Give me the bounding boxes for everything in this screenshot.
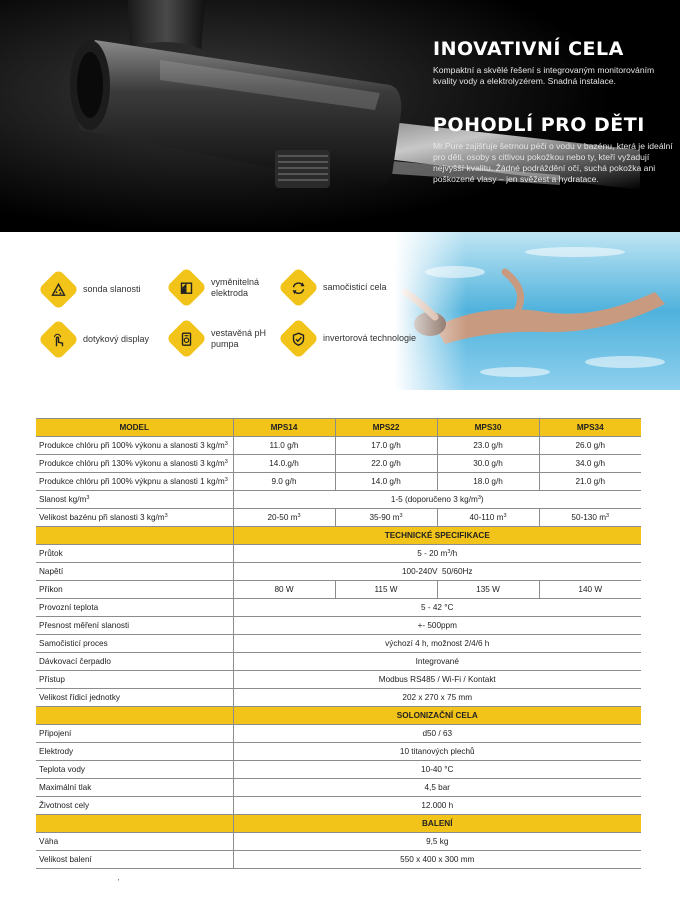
table-row [36, 851, 641, 869]
table-row [36, 563, 641, 581]
electrode-icon [179, 280, 195, 296]
cell-value: 550 x 400 x 300 mm [233, 851, 641, 869]
row-label: Produkce chlóru při 130% výkonu a slanosti 3 kg/m [39, 459, 225, 468]
row-label: Slanost kg/m [39, 495, 87, 504]
row-label: Připojení [36, 725, 233, 743]
table-row [36, 833, 641, 851]
touch-display-icon [51, 332, 67, 348]
cell-value: 30.0 g/h [437, 455, 539, 473]
feature-electrode [172, 273, 259, 302]
row-label: Přístup [36, 671, 233, 689]
feature-label: vyměnitelná elektroda [211, 276, 260, 298]
feature-self-cleaning [284, 273, 387, 302]
table-row [36, 581, 641, 599]
cell-value: 10 titanových plechů [233, 743, 641, 761]
table-row [36, 797, 641, 815]
section-row-technical [36, 527, 641, 545]
row-label: Teplota vody [36, 761, 233, 779]
row-label: Produkce chlóru při 100% výkpnu a slanosti 1 kg/m [39, 477, 225, 486]
row-label: Samočisticí proces [36, 635, 233, 653]
cell-value: 80 W [233, 581, 335, 599]
hero-banner [0, 0, 680, 232]
column-header: MODEL [36, 419, 233, 437]
row-label: Maximální tlak [36, 779, 233, 797]
feature-label: invertorová technologie [323, 333, 417, 343]
row-label: Elektrody [36, 743, 233, 761]
cell-value: 1-5 (doporučeno 3 kg/m [390, 495, 478, 504]
cell-value: 100-240V 50/60Hz [233, 563, 641, 581]
cell-value: 50-130 m [571, 513, 607, 522]
cell-value: 17.0 g/h [335, 437, 437, 455]
footer-mark: ' [118, 879, 120, 886]
cell-value: 34.0 g/h [539, 455, 641, 473]
column-header: MPS34 [539, 419, 641, 437]
section-title: BALENÍ [233, 815, 641, 833]
table-row [36, 743, 641, 761]
table-row: Produkce chlóru při 100% výkpnu a slanosti 1 $kg/m^3$ 9.0 g/h 14.0 g/h 18.0 g/h 21.0 g/h [36, 473, 641, 491]
column-header: MPS14 [233, 419, 335, 437]
cell-value: 135 W [437, 581, 539, 599]
table-row [36, 599, 641, 617]
feature-label: dotykový display [83, 334, 150, 344]
feature-section [0, 232, 680, 400]
feature-label: samočisticí cela [323, 282, 387, 292]
row-label: Velikost bazénu při slanosti 3 kg/m [39, 513, 165, 522]
cell-value: 20-50 m [267, 513, 298, 522]
cell-value: 21.0 g/h [539, 473, 641, 491]
section-title: TECHNICKÉ SPECIFIKACE [233, 527, 641, 545]
cell-value: d50 / 63 [233, 725, 641, 743]
hero-text-block [433, 38, 673, 186]
hero-heading-innovative-cell: INOVATIVNÍ CELA [433, 38, 624, 60]
salt-probe-icon [51, 282, 67, 298]
cell-value: 4,5 bar [233, 779, 641, 797]
cell-value: 14.0.g/h [233, 455, 335, 473]
hero-heading-kids-comfort: POHODLÍ PRO DĚTI [433, 113, 645, 136]
inverter-shield-icon [291, 331, 307, 347]
table-row: Velikost bazénu při slanosti 3 $kg/m^3$ 20-50 $m^3$ 35-90 $m^3$ 40-110 $m^3$ 50-130 $m^3$ [36, 509, 641, 527]
table-row [36, 653, 641, 671]
cell-value: 22.0 g/h [335, 455, 437, 473]
feature-ph-pump [172, 324, 266, 353]
cell-value: 14.0 g/h [335, 473, 437, 491]
column-header: MPS30 [437, 419, 539, 437]
feature-salt-probe [44, 275, 141, 304]
row-label: Dávkovací čerpadlo [36, 653, 233, 671]
row-label: Produkce chlóru při 100% výkonu a slanosti 3 kg/m [39, 441, 225, 450]
table-row [36, 761, 641, 779]
cell-value: 9,5 kg [233, 833, 641, 851]
table-row [36, 689, 641, 707]
feature-label: sonda slanosti [83, 284, 141, 294]
cell-value: 10-40 °C [233, 761, 641, 779]
swimmer-photo [395, 232, 680, 390]
section-row-packaging [36, 815, 641, 833]
feature-label: vestavěná pH pumpa [211, 327, 267, 349]
ph-pump-icon [179, 331, 195, 347]
row-label: Životnost cely [36, 797, 233, 815]
row-label: Přesnost měření slanosti [36, 617, 233, 635]
section-row-cell [36, 707, 641, 725]
cell-value: 115 W [335, 581, 437, 599]
table-row [36, 671, 641, 689]
cell-value: 12.000 h [233, 797, 641, 815]
column-header: MPS22 [335, 419, 437, 437]
cell-value: 5 - 20 m [417, 549, 448, 558]
row-label: Váha [36, 833, 233, 851]
cell-value: +- 500ppm [233, 617, 641, 635]
section-title: SOLONIZAČNÍ CELA [233, 707, 641, 725]
cell-value: 140 W [539, 581, 641, 599]
table-row: Produkce chlóru při 100% výkonu a slanosti 3 $kg/m^3$ 11.0 g/h 17.0 g/h 23.0 g/h 26.0 g/h [36, 437, 641, 455]
cell-value: 23.0 g/h [437, 437, 539, 455]
self-clean-icon [291, 280, 307, 296]
feature-touch-display [44, 325, 149, 354]
hero-text-innovative-cell: Kompaktní a skvělé řešení s integrovaným monitorováním kvality vody a elektrolyzérem. Snadná instalace. [433, 65, 655, 87]
cell-value: 11.0 g/h [233, 437, 335, 455]
cell-value: 35-90 m [369, 513, 400, 522]
table-header-row [36, 419, 641, 437]
row-label: Příkon [36, 581, 233, 599]
table-row [36, 635, 641, 653]
cell-value: 40-110 m [469, 513, 504, 522]
cell-value: Integrované [233, 653, 641, 671]
cell-value: výchozí 4 h, možnost 2/4/6 h [233, 635, 641, 653]
cell-value: 202 x 270 x 75 mm [233, 689, 641, 707]
table-row [36, 617, 641, 635]
cell-value: 18.0 g/h [437, 473, 539, 491]
feature-inverter [284, 324, 416, 353]
table-row: Produkce chlóru při 130% výkonu a slanosti 3 $kg/m^3$ 14.0.g/h 22.0 g/h 30.0 g/h 34.0 g/h [36, 455, 641, 473]
table-row: Slanost $kg/m^3$ 1-5 (doporučeno 3 $kg/m^3$) [36, 491, 641, 509]
cell-value: Modbus RS485 / Wi-Fi / Kontakt [233, 671, 641, 689]
row-label: Průtok [36, 545, 233, 563]
hero-text-kids-comfort: Mr.Pure zajišťuje šetrnou péči o vodu v bazénu, která je ideální pro děti, osoby s citlivou pokožkou nebo ty, kteří vyžadují nejvyšší kvalitu. Žádné podráždění očí, suchá pokožka ani poškozené vlasy – jen svěžest a hydratace. [433, 140, 673, 185]
row-label: Provozní teplota [36, 599, 233, 617]
table-row: Průtok 5 - 20 $m^3/h$ [36, 545, 641, 563]
row-label: Napětí [36, 563, 233, 581]
row-label: Velikost balení [36, 851, 233, 869]
cell-value: 5 - 42 °C [233, 599, 641, 617]
cell-value: 26.0 g/h [539, 437, 641, 455]
table-row [36, 779, 641, 797]
spec-table [36, 418, 641, 869]
cell-value: 9.0 g/h [233, 473, 335, 491]
table-row [36, 725, 641, 743]
row-label: Velikost řídicí jednotky [36, 689, 233, 707]
